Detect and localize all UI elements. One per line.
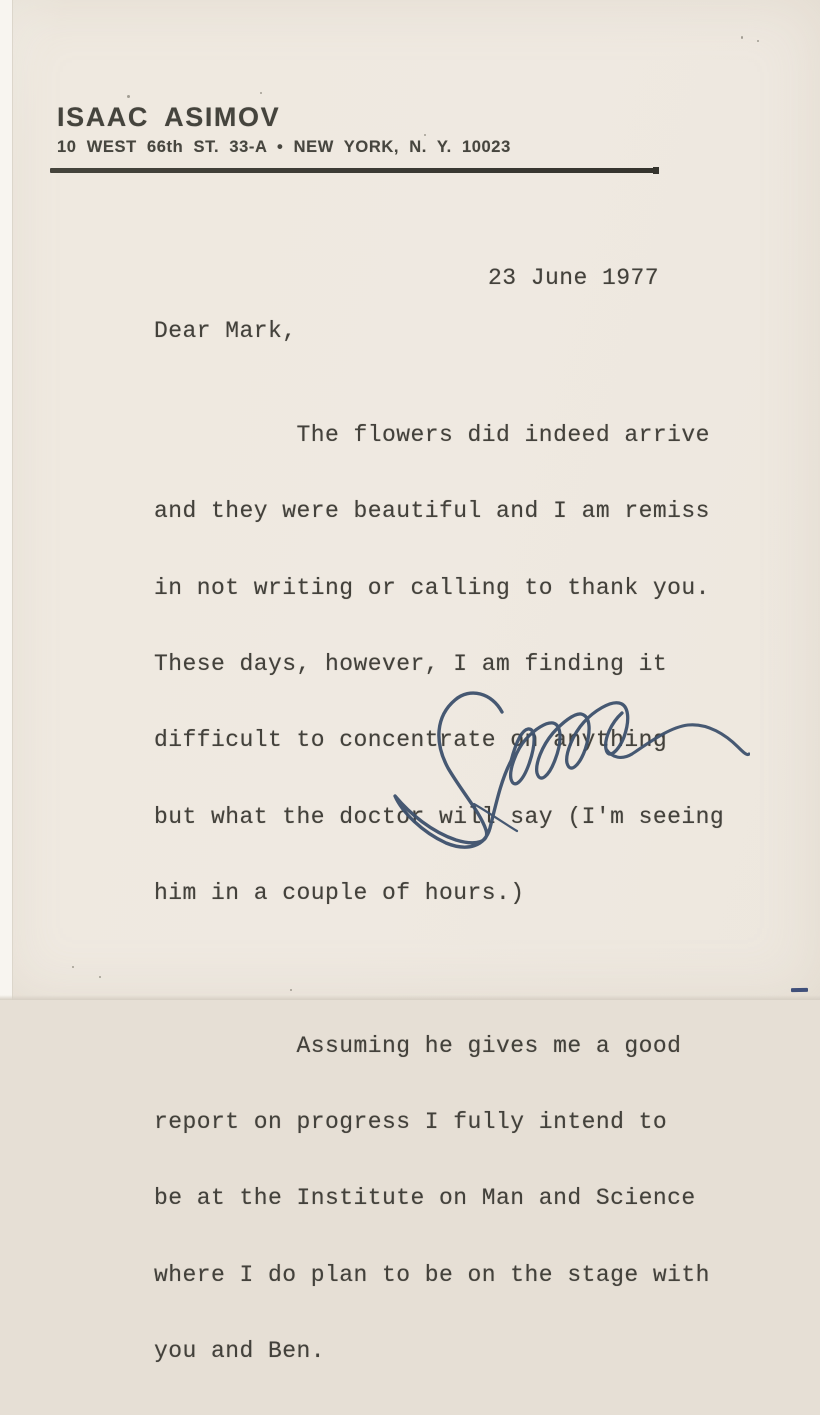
body-line: be at the Institute on Man and Science <box>154 1185 696 1212</box>
letterhead-address: 10 WEST 66th ST. 33-A • NEW YORK, N. Y. 10023 <box>57 138 511 156</box>
signature <box>370 680 750 870</box>
paper-speck <box>72 966 74 968</box>
body-line: difficult to concentrate on anything <box>154 727 668 754</box>
body-line: but what the doctor will say (I'm seeing <box>154 803 725 830</box>
body-line: you and Ben. <box>154 1338 326 1365</box>
letter-salutation: Dear Mark, <box>154 318 297 344</box>
letterhead-name: ISAAC ASIMOV <box>57 102 281 132</box>
body-line: and they were beautiful and I am remiss <box>154 498 710 525</box>
signature-ink-svg <box>370 680 750 870</box>
paper-speck <box>260 92 262 94</box>
paper-speck <box>757 40 759 42</box>
body-line: in not writing or calling to thank you. <box>154 574 710 601</box>
body-line: report on progress I fully intend to <box>154 1109 668 1136</box>
letterhead-rule <box>50 168 658 173</box>
body-line: Assuming he gives me a good <box>154 1032 682 1059</box>
paper-speck <box>99 976 101 978</box>
paper-speck <box>424 134 426 136</box>
body-line: These days, however, I am finding it <box>154 651 668 678</box>
body-line: The flowers did indeed arrive <box>154 422 710 448</box>
ink-mark <box>791 988 808 992</box>
paper-speck <box>741 36 743 39</box>
paper-speck <box>290 989 292 991</box>
paper-speck <box>127 95 130 98</box>
scan-edge-left <box>0 0 13 1000</box>
letter-date: 23 June 1977 <box>488 265 660 291</box>
body-line <box>154 957 724 981</box>
body-line: him in a couple of hours.) <box>154 880 525 907</box>
body-line: where I do plan to be on the stage with <box>154 1261 710 1288</box>
letter-body <box>154 371 724 1415</box>
